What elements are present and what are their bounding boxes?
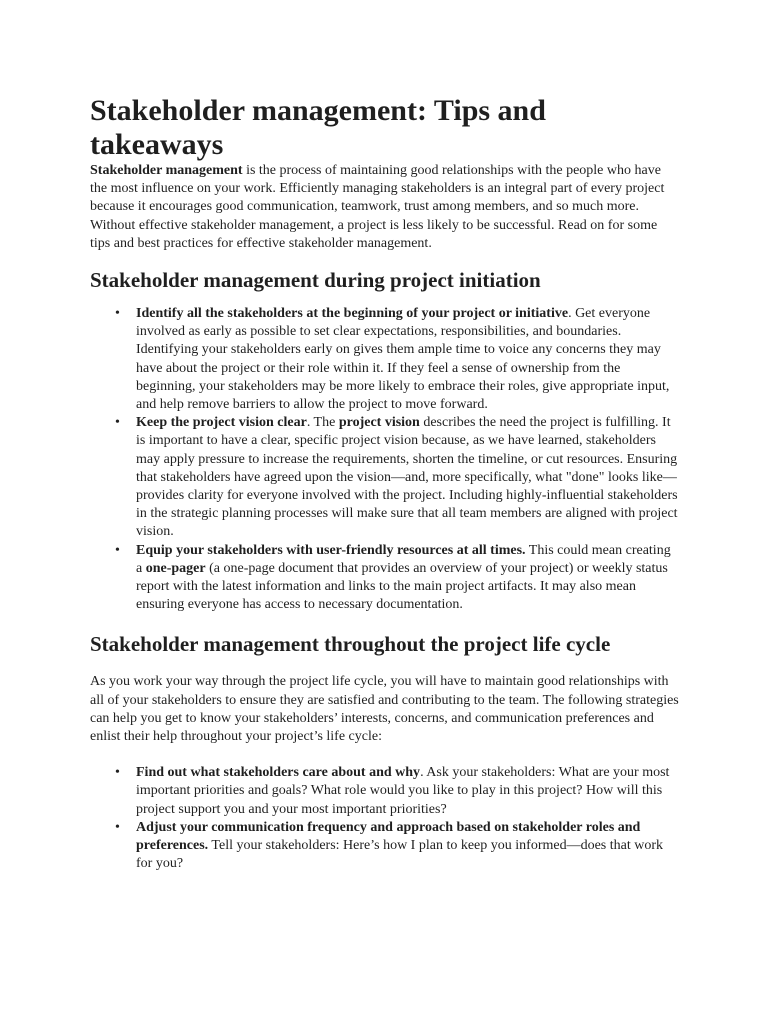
list-item-bold: Find out what stakeholders care about and why bbox=[136, 765, 421, 781]
list-item bbox=[136, 542, 680, 615]
document-page bbox=[90, 94, 680, 874]
section1-heading: Stakeholder management during project initiation bbox=[90, 268, 541, 293]
list-item-text: (a one-page document that provides an overview of your project) or weekly status report with the latest information and links to the main project artifacts. It may also mean ensuring everyone has access to necessary documentation. bbox=[136, 560, 668, 613]
list-item-text: Tell your stakeholders: Here’s how I plan to keep you informed—does that work for you? bbox=[136, 838, 664, 872]
list-item-text: . Get everyone involved as early as possible to set clear expectations, responsibilities, and boundaries. Identifying your stakeholders early on gives them ample time to voice any concerns they may have about the project or their role within it. If they feel a sense of ownership from the beginning, your stakeholders may be more likely to embrace their roles, give appropriate input, and help remove barriers to allow the project to move forward. bbox=[136, 306, 670, 413]
list-item bbox=[136, 819, 680, 874]
intro-text: is the process of maintaining good relationships with the people who have the most influence on your work. Efficiently managing stakeholders is an integral part of every project because it encourages good communication, teamwork, trust among members, and so much more. Without effective stakeholder management, a project is less likely to be successful. Read on for some tips and best practices for effective stakeholder management. bbox=[90, 163, 665, 251]
section2-heading: Stakeholder management throughout the project life cycle bbox=[90, 632, 611, 657]
list-item-bold-term: one-pager bbox=[145, 560, 206, 576]
list-item-bold: Equip your stakeholders with user-friendly resources at all times. bbox=[136, 542, 526, 558]
list-item-text: describes the need the project is fulfilling. It is important to have a clear, specific project vision because, as we have learned, stakeholders may apply pressure to increase the requirements, shorten the timeline, or cut resources. Ensuring that stakeholders have agreed upon the vision—and, more specifically, what "done" looks like—provides clarity for everyone involved with the project. Including highly-influential stakeholders in the strategic planning processes will make sure that all team members are aligned with project vision. bbox=[136, 415, 678, 540]
page-title: Stakeholder management: Tips and takeaways bbox=[90, 94, 546, 161]
list-item-bold: Identify all the stakeholders at the beginning of your project or initiative bbox=[136, 306, 569, 322]
section2-paragraph: As you work your way through the project life cycle, you will have to maintain good relationships with all of your stakeholders to ensure they are satisfied and contributing to the team. The following strategies can help you get to know your stakeholders’ interests, concerns, and communication preferences and enlist their help throughout your project’s life cycle: bbox=[90, 674, 679, 745]
list-item-bold: Adjust your communication frequency and approach based on stakeholder roles and preferences. bbox=[136, 819, 641, 854]
list-item bbox=[136, 414, 680, 541]
intro-paragraph bbox=[90, 162, 680, 253]
list-item bbox=[136, 764, 680, 819]
list-item-text: This could mean creating a bbox=[136, 542, 671, 576]
list-item-text: . The bbox=[306, 415, 339, 431]
list-item-text: . Ask your stakeholders: What are your most important priorities and goals? What role would you like to play in this project? How will this project support you and your most important priorities? bbox=[136, 765, 670, 817]
list-item bbox=[136, 305, 680, 414]
intro-bold-term: Stakeholder management bbox=[90, 163, 243, 178]
list-item-bold-term: project vision bbox=[338, 415, 420, 431]
section1-list bbox=[90, 305, 680, 614]
section2-list bbox=[90, 764, 680, 873]
list-item-bold: Keep the project vision clear bbox=[136, 415, 307, 431]
